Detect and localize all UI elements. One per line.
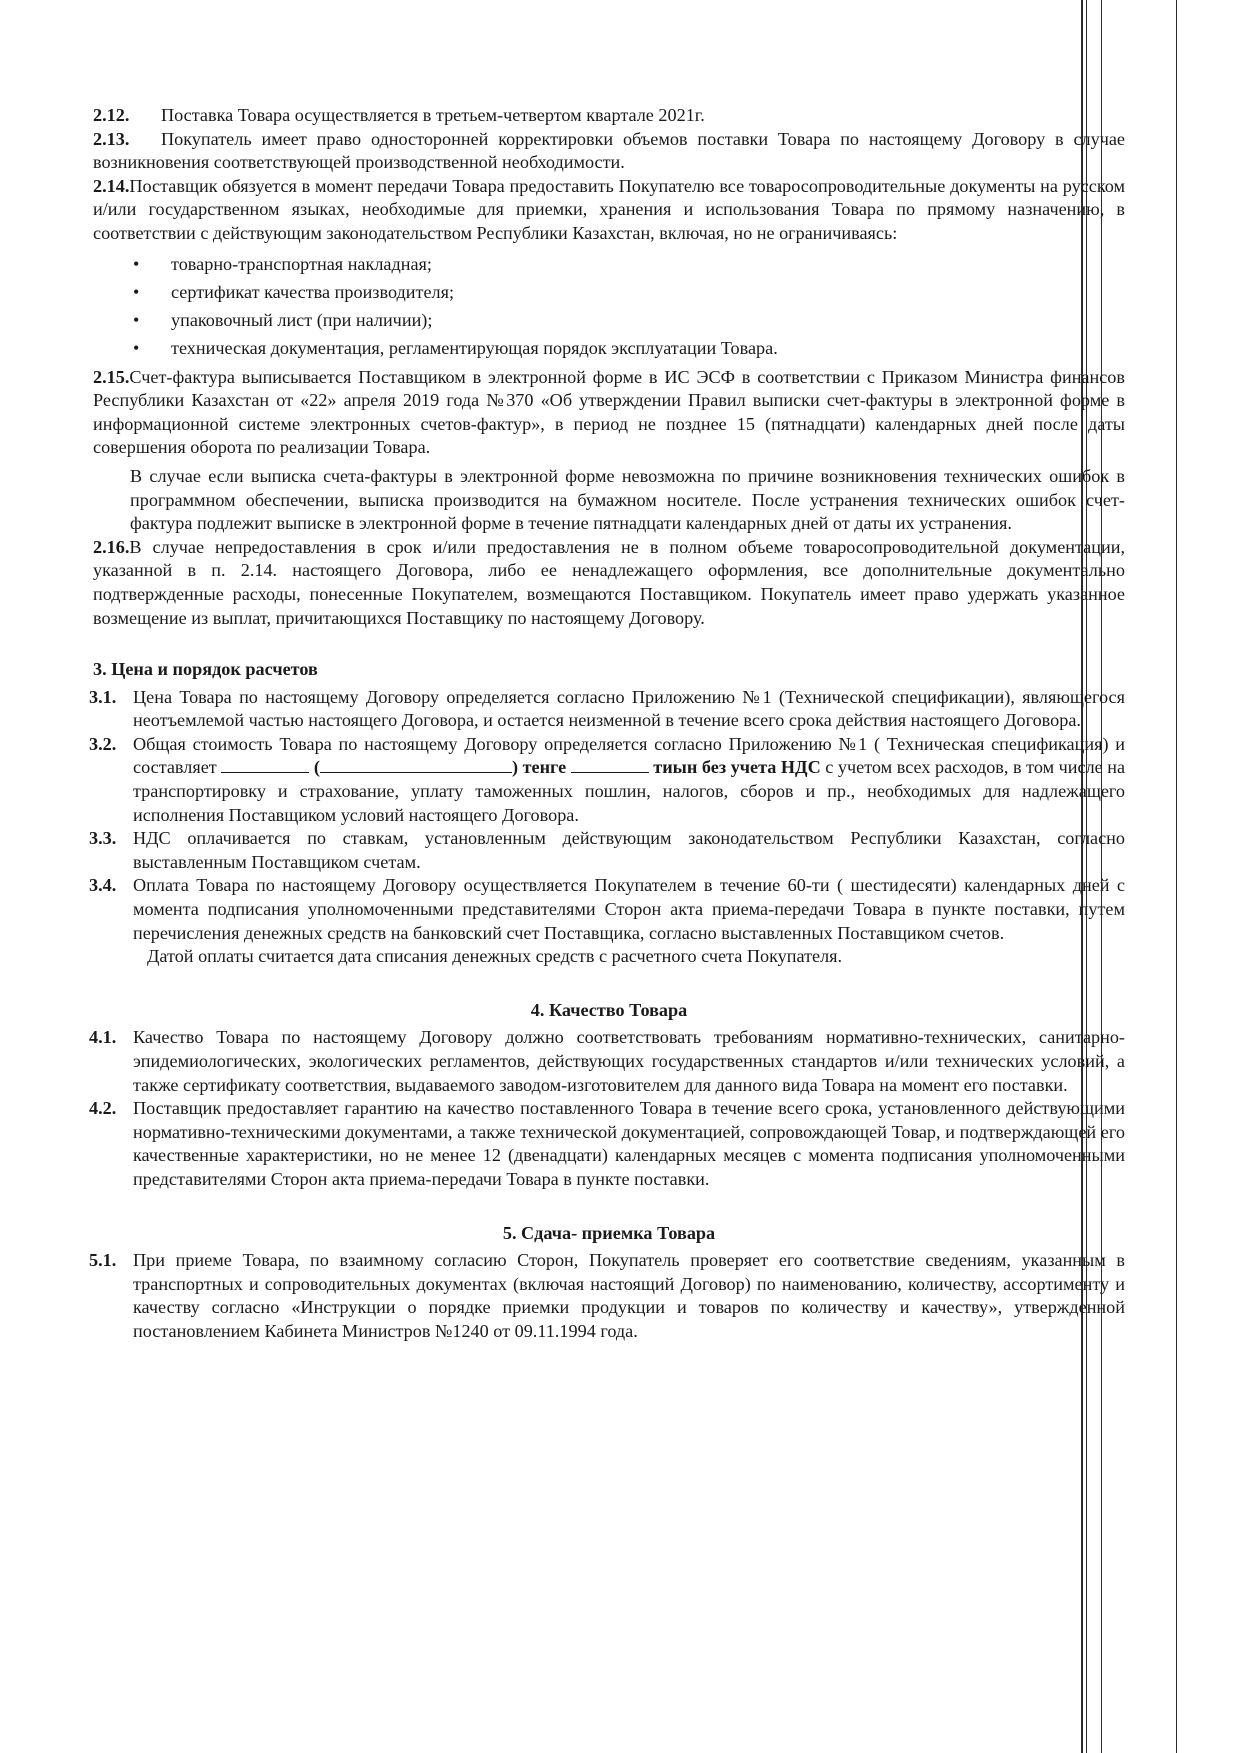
tiyn-blank: [571, 758, 649, 773]
clause-number: 2.15.: [93, 366, 130, 387]
amount-words-blank: [320, 758, 512, 773]
clause-text: Поставка Товара осуществляется в третьем-четвертом квартале 2021г.: [161, 105, 705, 125]
clause-text: НДС оплачивается по ставкам, установленным действующим законодательством Республики Казахстан, согласно выставленным Поставщиком счетам.: [133, 828, 1125, 872]
document-page: [89, 104, 1126, 1344]
list-item: • техническая документация, регламентирующая порядок эксплуатации Товара.: [133, 334, 1125, 362]
section-3-title: 3. Цена и порядок расчетов: [93, 659, 318, 680]
paren-close: ): [511, 757, 518, 778]
clause-4-1: [89, 1026, 1125, 1097]
clause-text: Поставщик предоставляет гарантию на качество поставленного Товара в течение всего срока, установленного действующими нормативно-техническими документами, а также технической документацией, сопровождающей Товар, и подтверждающей его качественные характеристики, но не менее 12 (двенадцати) календарных месяцев с момента подписания уполномоченными представителями Сторон акта приема-передачи Товара в пункте поставки.: [133, 1098, 1125, 1189]
clause-number: 4.1.: [89, 1027, 117, 1048]
document-list: [133, 250, 1125, 362]
clause-text: Общая стоимость Товара по настоящему Договору определяется согласно Приложению №1 ( Техническая спецификация) и составляет: [133, 733, 1125, 778]
clause-5-1: [89, 1249, 1125, 1343]
clause-text: Качество Товара по настоящему Договору должно соответствовать требованиям нормативно-технических, санитарно-эпидемиологических, экологических регламентов, действующих государственных стандартов и/или технических условий, а также сертификату соответствия, выдаваемого заводом-изготовителем для данного вида Товара на момент его поставки.: [133, 1027, 1125, 1095]
clause-2-15-note: В случае если выписка счета-фактуры в электронной форме невозможна по причине возникновения технических ошибок в программном обеспечении, выписка производится на бумажном носителе. После устранения технических ошибок счет-фактура подлежит выписке в электронной форме в течение пятнадцати календарных дней от даты их устранения.: [130, 465, 1125, 534]
clause-3-2: [89, 733, 1126, 827]
currency-tenge: тенге: [522, 757, 567, 778]
clause-number: 3.4.: [89, 875, 117, 896]
currency-tiyn: тиын без учета НДС: [653, 757, 821, 778]
clause-3-1: [89, 686, 1125, 733]
clause-2-12: [93, 104, 1125, 128]
clause-text: Оплата Товара по настоящему Договору осуществляется Покупателем в: [133, 875, 713, 896]
clause-text: Счет-фактура выписывается Поставщиком в электронной форме в ИС ЭСФ в соответствии с Приказом Министра финансов Республики Казахстан от «22» апреля 2019 года №370 «Об утверждении Правил выписки счет-фактуры в электронной форме в информационной системе электронных счетов-фактур», в период не позднее 15 (пятнадцати) календарных дней после даты совершения оборота по реализации Товара.: [93, 366, 1125, 458]
clause-2-14: [93, 175, 1125, 246]
clause-number: 2.14.: [93, 175, 130, 196]
clause-2-13: [93, 128, 1125, 175]
clause-4-2: [89, 1097, 1125, 1191]
clause-number: 2.16.: [93, 536, 130, 557]
clause-3-3: [89, 827, 1125, 874]
list-item: • сертификат качества производителя;: [133, 278, 1125, 306]
clause-text: Покупатель имеет право односторонней корректировки объемов поставки Товара по настоящему Договору в случае возникновения соответствующей производственной необходимости.: [93, 128, 1125, 173]
clause-number: 4.2.: [89, 1098, 117, 1119]
clause-text-cont: ( шестидесяти) календарных дней с момента подписания уполномоченными представителями Сторон акта приема-передачи Товара в пункте поставки, путем перечисления денежных средств на банковский счет Поставщика, согласно выставленных Поставщиком счетов.: [133, 875, 1125, 943]
clause-text: В случае непредоставления в срок и/или предоставления не в полном объеме товаросопроводительной документации, указанной в п. 2.14. настоящего Договора, либо ее ненадлежащего оформления, все дополнительные документально подтвержденные расходы, понесенные Покупателем, возмещаются Поставщиком. Покупатель имеет право удержать указанное возмещение из выплат, причитающихся Поставщику по настоящему Договору.: [93, 536, 1125, 628]
clause-number: 2.13.: [93, 128, 130, 149]
section-4-title: 4. Качество Товара: [530, 999, 688, 1020]
section-5-title: 5. Сдача- приемка Товара: [502, 1222, 716, 1243]
list-item: • товарно-транспортная накладная;: [133, 250, 1125, 278]
clause-number: 2.12.: [93, 105, 130, 125]
clause-text: Цена Товара по настоящему Договору определяется согласно Приложению №1 (Технической спецификации), являющегося неотъемлемой частью настоящего Договора, и остается неизменной в течение всего срока действия настоящего Договора.: [133, 686, 1125, 731]
clause-text-cont: с учетом всех расходов, в том числе на транспортировку и страхование, уплату таможенных пошлин, налогов, сборов и пр., необходимых для надлежащего исполнения Поставщиком условий настоящего Договора.: [133, 757, 1126, 825]
paren-open: (: [313, 757, 320, 778]
clause-2-15: [93, 366, 1125, 460]
clause-3-4-note: Датой оплаты считается дата списания денежных средств с расчетного счета Покупателя.: [147, 946, 843, 967]
clause-number: 5.1.: [89, 1250, 117, 1271]
clause-number: 3.3.: [89, 828, 117, 849]
amount-blank: [221, 758, 309, 773]
clause-number: 3.1.: [89, 686, 117, 707]
clause-3-4: [89, 874, 1125, 945]
clause-number: 3.2.: [89, 733, 117, 754]
clause-text: Поставщик обязуется в момент передачи Товара предоставить Покупателю все товаросопроводительные документы на русском и/или государственном языках, необходимые для приемки, хранения и использования Товара по прямому назначению, в соответствии с действующим законодательством Республики Казахстан, включая, но не ограничиваясь:: [93, 175, 1125, 243]
list-item: • упаковочный лист (при наличии);: [133, 306, 1125, 334]
payment-term: течение 60-ти: [719, 875, 830, 896]
clause-text: При приеме Товара, по взаимному согласию Сторон, Покупатель проверяет его соответствие сведениям, указанным в транспортных и сопроводительных документах (включая настоящий Договор) по наименованию, количеству, ассортименту и качеству согласно «Инструкции о порядке приемки продукции и товаров по количеству и качеству», утвержденной постановлением Кабинета Министров №1240 от 09.11.1994 года.: [133, 1250, 1125, 1341]
clause-2-16: [93, 536, 1125, 630]
scan-line-4: [1176, 0, 1177, 1753]
